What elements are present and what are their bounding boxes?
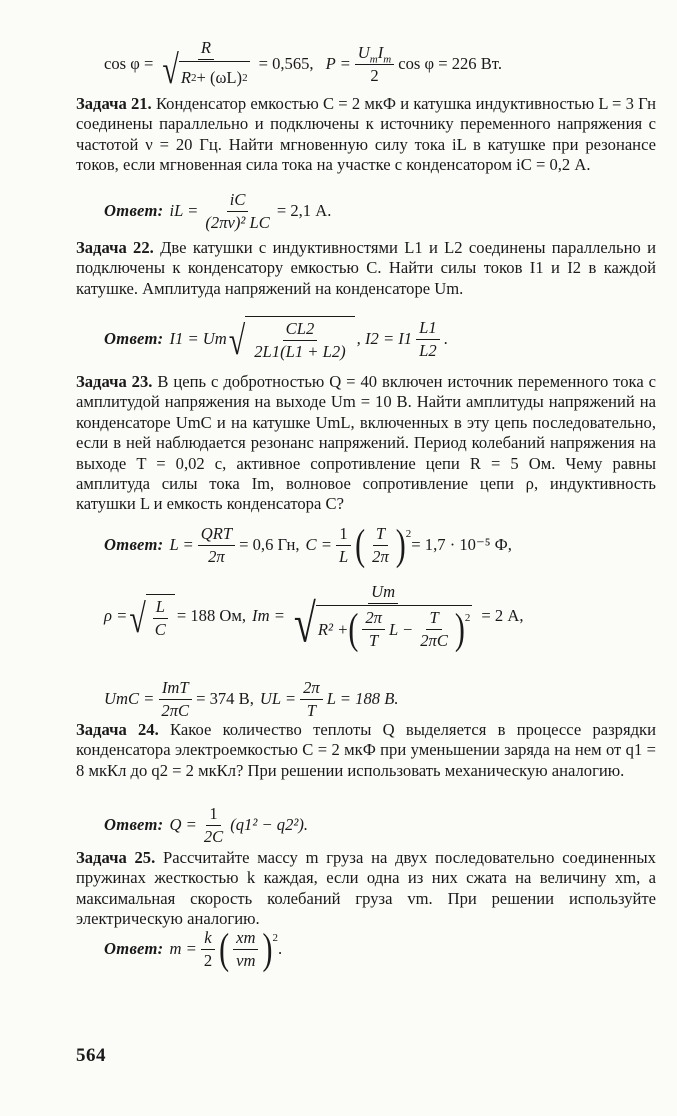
problem-23: [76, 372, 656, 515]
problem-text: Две катушки с индуктивностями L1 и L2 соединены параллельно и подключены к конденсатору емкостью C. Найти силы токов I1 и I2 в каждой катушке. Амплитуда напряжений на конденсаторе Um.: [76, 238, 656, 298]
problem-22: [76, 238, 656, 299]
answer-23-line1: Ответ: L = $\frac{\text{QRT}}{2\pi}$ = 0,6 Гн, C = $\frac{1}{L}$ ( $\frac{T}{2\pi}$ ) $^2$ = 1,7 · 10⁻⁵ Ф,: [104, 520, 512, 569]
problem-24: [76, 720, 656, 781]
cos-fraction: R √ R 2 + (ωL) 2: [162, 38, 248, 93]
problem-21: [76, 94, 656, 176]
problem-title: Задача 21.: [76, 94, 152, 113]
page-number: 564: [76, 1045, 106, 1066]
problem-25: [76, 848, 656, 930]
problem-text: Какое количество теплоты Q выделяется в процессе разрядки конденсатора электроемкостью C = 2 мкФ при уменьшении заряда на нем от q1 = 8 мкКл до q2 = 2 мкКл? При решении использовать механическую аналогию.: [76, 720, 656, 780]
answer-22: Ответ: I1 = Um √ $\frac{CL2}{2L1(L1 + L2)}$ , I2 = I1 $\frac{L1}{L2}$ .: [104, 317, 448, 364]
problem-title: Задача 25.: [76, 848, 156, 867]
problem-title: Задача 22.: [76, 238, 154, 257]
answer-23-line2: ρ = √ $\frac{L}{C}$ = 188 Ом, Im = Um √ R² + ( $\frac{2\pi}{T}$ L − $\frac{T}{2\pi C}$ ) $^2$ = 2 А,: [104, 582, 524, 654]
problem-text: В цепь с добротностью Q = 40 включен источник переменного тока с амплитудой напряжения на выходе Um = 10 В. Найти амплитуды напряжений на конденсаторе UmC и на катушке UmL, включенных в эту цепь последовательно, если в ней наблюдается резонанс напряжений. Период колебаний напряжения на выходе T = 0,02 с, активное сопротивление цепи R = 5 Ом. Чему равны амплитуда силы тока Im, волновое сопротивление цепи ρ, индуктивность катушки L и емкость конденсатора C?: [76, 372, 656, 514]
problem-text: Рассчитайте массу m груза на двух последовательно соединенных пружинах жесткостью k каждая, если одна из них сжата на величину xm, а максимальная скорость колебаний груза vm. При решении используйте электрическую аналогию.: [76, 848, 656, 929]
problem-title: Задача 24.: [76, 720, 159, 739]
header-formula-line: [104, 38, 502, 91]
answer-25: Ответ: m = $\frac{k}{2}$ ( $\frac{xm}{vm}$ ) $^2$ .: [104, 924, 283, 973]
answer-21: Ответ: iL = $\frac{iC}{\text{(2πν)² LC}}$ = 2,1 А.: [104, 190, 332, 232]
p-fraction: $\frac{U_mI_m}{2}$: [355, 43, 394, 86]
problem-text: Конденсатор емкостью C = 2 мкФ и катушка индуктивностью L = 3 Гн соединены параллельно и подключены к источнику переменного напряжения с частотой ν = 20 Гц. Найти мгновенную силу тока iL в катушке при резонансе токов, если мгновенная сила тока на участке с конденсатором iC = 0,2 А.: [76, 94, 656, 175]
answer-24: Ответ: Q = $\frac{1}{2C}$ (q1² − q2²).: [104, 804, 309, 846]
p-label: P =: [325, 54, 351, 74]
sqrt-sign: √ R 2 + (ωL) 2: [162, 47, 248, 93]
cos-label: cos φ =: [104, 54, 154, 74]
problem-title: Задача 23.: [76, 372, 153, 391]
answer-23-line3: UmC = $\frac{\text{ImT}}{2\pi C}$ = 374 В, UL = $\frac{2\pi}{T}$ L = 188 В.: [104, 678, 399, 720]
cos-result: = 0,565,: [258, 54, 314, 74]
p-result: cos φ = 226 Вт.: [398, 54, 502, 74]
